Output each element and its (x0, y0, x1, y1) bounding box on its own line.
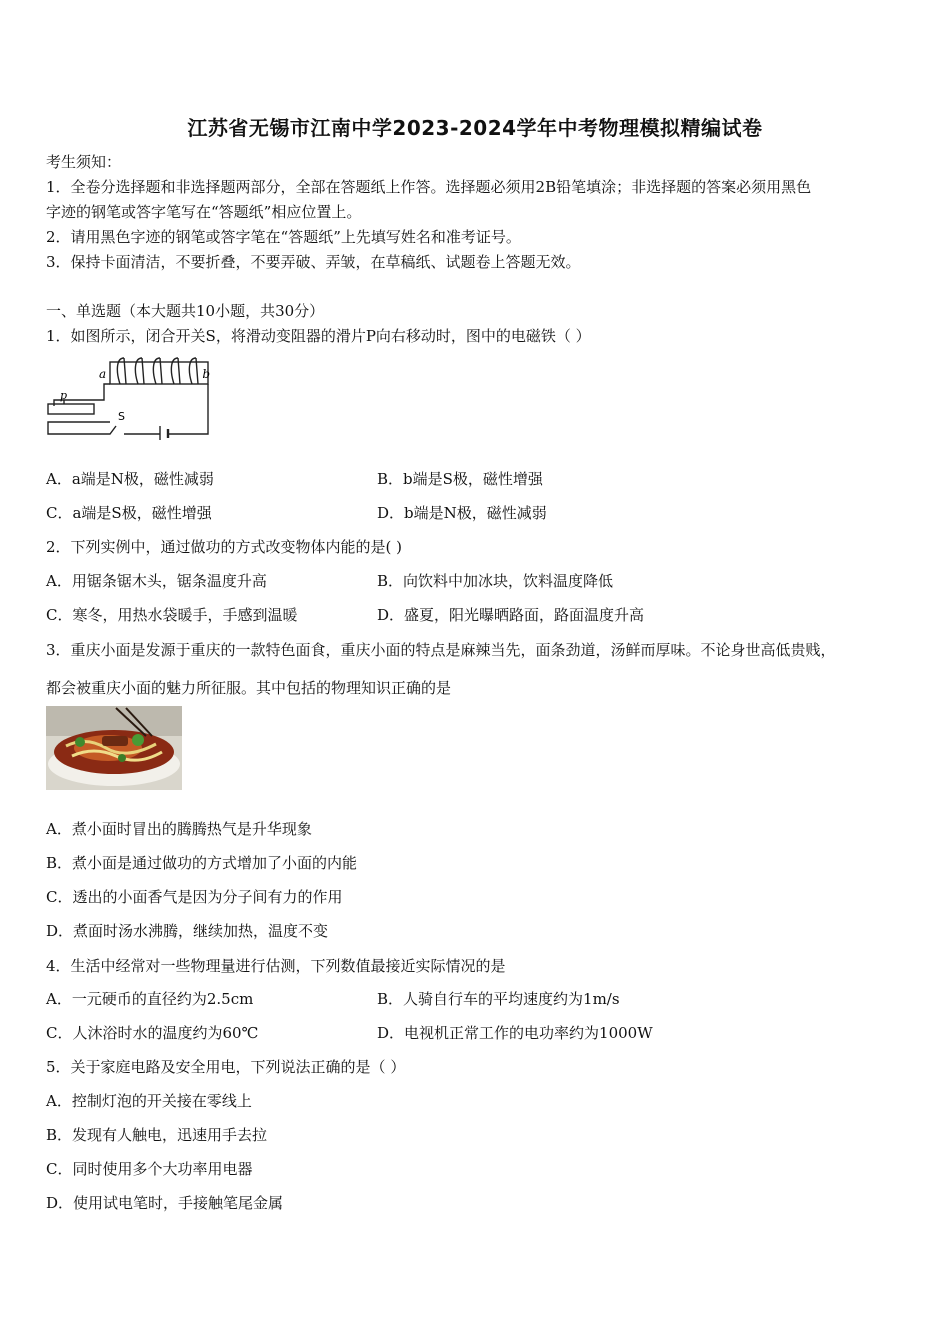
wire (168, 384, 208, 434)
question-4-option-d: D．电视机正常工作的电功率约为1000W (377, 1024, 653, 1042)
wire (48, 422, 116, 434)
question-4-option-c: C．人沐浴时水的温度约为60℃ (46, 1024, 259, 1042)
question-3-option-a: A．煮小面时冒出的腾腾热气是升华现象 (46, 820, 312, 838)
notice-item-1: 1．全卷分选择题和非选择题两部分，全部在答题纸上作答。选择题必须用2B铅笔填涂；非选择题的答案必须用黑色 (46, 178, 812, 196)
question-4-option-b: B．人骑自行车的平均速度约为1m/s (377, 990, 620, 1008)
electromagnet-circuit-diagram (44, 354, 209, 440)
question-5-option-c: C．同时使用多个大功率用电器 (46, 1160, 253, 1178)
section-heading: 一、单选题（本大题共10小题，共30分） (46, 302, 325, 320)
question-5-stem: 5．关于家庭电路及安全用电，下列说法正确的是（ ） (46, 1058, 406, 1076)
question-2-option-d: D．盛夏，阳光曝晒路面，路面温度升高 (377, 606, 645, 624)
notice-heading: 考生须知： (46, 153, 122, 171)
question-1-option-c: C．a端是S极，磁性增强 (46, 504, 212, 522)
question-3-stem: 3．重庆小面是发源于重庆的一款特色面食，重庆小面的特点是麻辣当先，面条劲道，汤鲜而厚味。不论身世高低贵贱， (46, 641, 836, 659)
question-2-option-c: C．寒冬，用热水袋暖手，手感到温暖 (46, 606, 298, 624)
question-2-stem: 2．下列实例中，通过做功的方式改变物体内能的是( ) (46, 538, 403, 556)
page-title: 江苏省无锡市江南中学2023-2024学年中考物理模拟精编试卷 (187, 116, 763, 140)
question-3-stem-cont: 都会被重庆小面的魅力所征服。其中包括的物理知识正确的是 (46, 679, 452, 697)
question-2-option-b: B．向饮料中加冰块，饮料温度降低 (377, 572, 614, 590)
label-b: b (202, 367, 210, 381)
question-4-stem: 4．生活中经常对一些物理量进行估测，下列数值最接近实际情况的是 (46, 957, 506, 975)
noodle-bowl-photo (46, 706, 182, 790)
notice-item-3: 3．保持卡面清洁，不要折叠，不要弄破、弄皱，在草稿纸、试题卷上答题无效。 (46, 253, 581, 271)
question-5-option-b: B．发现有人触电，迅速用手去拉 (46, 1126, 268, 1144)
question-1-option-d: D．b端是N极，磁性减弱 (377, 504, 547, 522)
question-3-option-c: C．透出的小面香气是因为分子间有力的作用 (46, 888, 343, 906)
question-5-option-a: A．控制灯泡的开关接在零线上 (46, 1092, 252, 1110)
rheostat (48, 404, 94, 414)
question-1-option-a: A．a端是N极，磁性减弱 (46, 470, 214, 488)
question-2-option-a: A．用锯条锯木头，锯条温度升高 (46, 572, 267, 590)
notice-item-2: 2．请用黑色字迹的钢笔或答字笔在“答题纸”上先填写姓名和准考证号。 (46, 228, 521, 246)
question-1-option-b: B．b端是S极，磁性增强 (377, 470, 543, 488)
label-a: a (99, 367, 107, 381)
question-1-stem: 1．如图所示，闭合开关S，将滑动变阻器的滑片P向右移动时，图中的电磁铁（ ） (46, 327, 591, 345)
question-5-option-d: D．使用试电笔时，手接触笔尾金属 (46, 1194, 284, 1212)
question-3-option-b: B．煮小面是通过做功的方式增加了小面的内能 (46, 854, 358, 872)
question-3-option-d: D．煮面时汤水沸腾，继续加热，温度不变 (46, 922, 329, 940)
notice-item-1-cont: 字迹的钢笔或答字笔写在“答题纸”相应位置上。 (46, 203, 362, 221)
label-s: S (118, 410, 125, 423)
label-p: p (60, 389, 68, 402)
question-4-option-a: A．一元硬币的直径约为2.5cm (46, 990, 254, 1008)
